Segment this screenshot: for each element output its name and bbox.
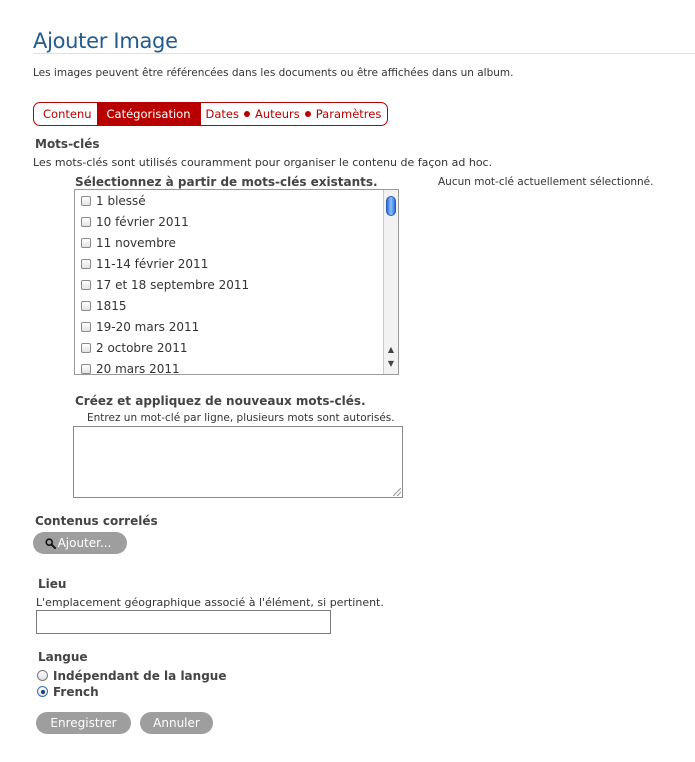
tab-dates[interactable]: Dates [205, 107, 239, 121]
tab-parametres[interactable]: Paramètres [315, 107, 382, 121]
location-input[interactable] [36, 610, 331, 634]
keyword-list-scrollbar[interactable] [383, 190, 398, 374]
keyword-label: 17 et 18 septembre 2011 [96, 277, 250, 292]
keyword-label: 19-20 mars 2011 [96, 319, 200, 334]
scrollbar-thumb[interactable] [386, 196, 396, 216]
keyword-option[interactable] [81, 253, 208, 274]
create-keywords-help: Entrez un mot-clé par ligne, plusieurs mots sont autorisés. [87, 412, 395, 424]
resize-grip-icon[interactable] [393, 488, 401, 496]
no-keyword-selected-text: Aucun mot-clé actuellement sélectionné. [438, 176, 654, 188]
keyword-option[interactable] [81, 358, 180, 375]
language-option-label: Indépendant de la langue [53, 668, 227, 683]
radio-button-selected[interactable] [37, 686, 48, 697]
language-option-french[interactable] [37, 684, 99, 699]
save-button[interactable]: Enregistrer [36, 712, 131, 734]
page-title: Ajouter Image [33, 29, 178, 53]
keywords-description: Les mots-clés sont utilisés couramment pour organiser le contenu de façon ad hoc. [33, 156, 493, 169]
keyword-list[interactable] [74, 189, 399, 375]
keyword-label: 1815 [96, 298, 127, 313]
tab-contenu[interactable]: Contenu [43, 107, 92, 121]
form-tabs [33, 102, 388, 126]
location-label: Lieu [38, 577, 67, 591]
tab-categorisation[interactable]: Catégorisation [97, 103, 201, 125]
keyword-checkbox[interactable] [81, 238, 91, 248]
keyword-label: 10 février 2011 [96, 214, 189, 229]
new-keywords-textarea[interactable] [73, 426, 403, 498]
radio-button[interactable] [37, 670, 48, 681]
keyword-checkbox[interactable] [81, 343, 91, 353]
create-keywords-label: Créez et appliquez de nouveaux mots-clés. [75, 394, 366, 408]
related-content-label: Contenus correlés [35, 514, 158, 528]
keywords-label: Mots-clés [35, 137, 100, 151]
keyword-option[interactable] [81, 295, 127, 316]
add-related-button[interactable] [33, 532, 127, 554]
keyword-option[interactable] [81, 337, 187, 358]
keyword-checkbox[interactable] [81, 280, 91, 290]
keyword-label: 1 blessé [96, 193, 146, 208]
keyword-label: 11-14 février 2011 [96, 256, 209, 271]
keyword-checkbox[interactable] [81, 301, 91, 311]
add-related-label: Ajouter... [57, 536, 112, 550]
magnifier-icon [45, 538, 56, 549]
keyword-option[interactable] [81, 190, 146, 211]
cancel-button[interactable]: Annuler [140, 712, 213, 734]
keyword-checkbox[interactable] [81, 364, 91, 374]
keyword-checkbox[interactable] [81, 196, 91, 206]
page-description: Les images peuvent être référencées dans les documents ou être affichées dans un album. [33, 67, 514, 79]
keyword-checkbox[interactable] [81, 217, 91, 227]
keyword-label: 2 octobre 2011 [96, 340, 188, 355]
location-help: L'emplacement géographique associé à l'élément, si pertinent. [36, 596, 384, 609]
arrow-up-icon[interactable]: ▲ [387, 345, 395, 354]
language-option-independent[interactable] [37, 668, 226, 683]
title-divider [33, 53, 695, 54]
language-label: Langue [38, 650, 88, 664]
keyword-option[interactable] [81, 274, 249, 295]
keyword-label: 11 novembre [96, 235, 176, 250]
keyword-checkbox[interactable] [81, 259, 91, 269]
select-keywords-label: Sélectionnez à partir de mots-clés existants. [75, 175, 378, 189]
keyword-option[interactable] [81, 232, 176, 253]
language-option-label: French [53, 684, 99, 699]
tab-auteurs[interactable]: Auteurs [255, 107, 300, 121]
keyword-checkbox[interactable] [81, 322, 91, 332]
keyword-option[interactable] [81, 211, 189, 232]
keyword-option[interactable] [81, 316, 199, 337]
keyword-label: 20 mars 2011 [96, 361, 180, 375]
arrow-down-icon[interactable]: ▼ [387, 359, 395, 368]
new-keywords-wrapper [73, 426, 403, 498]
